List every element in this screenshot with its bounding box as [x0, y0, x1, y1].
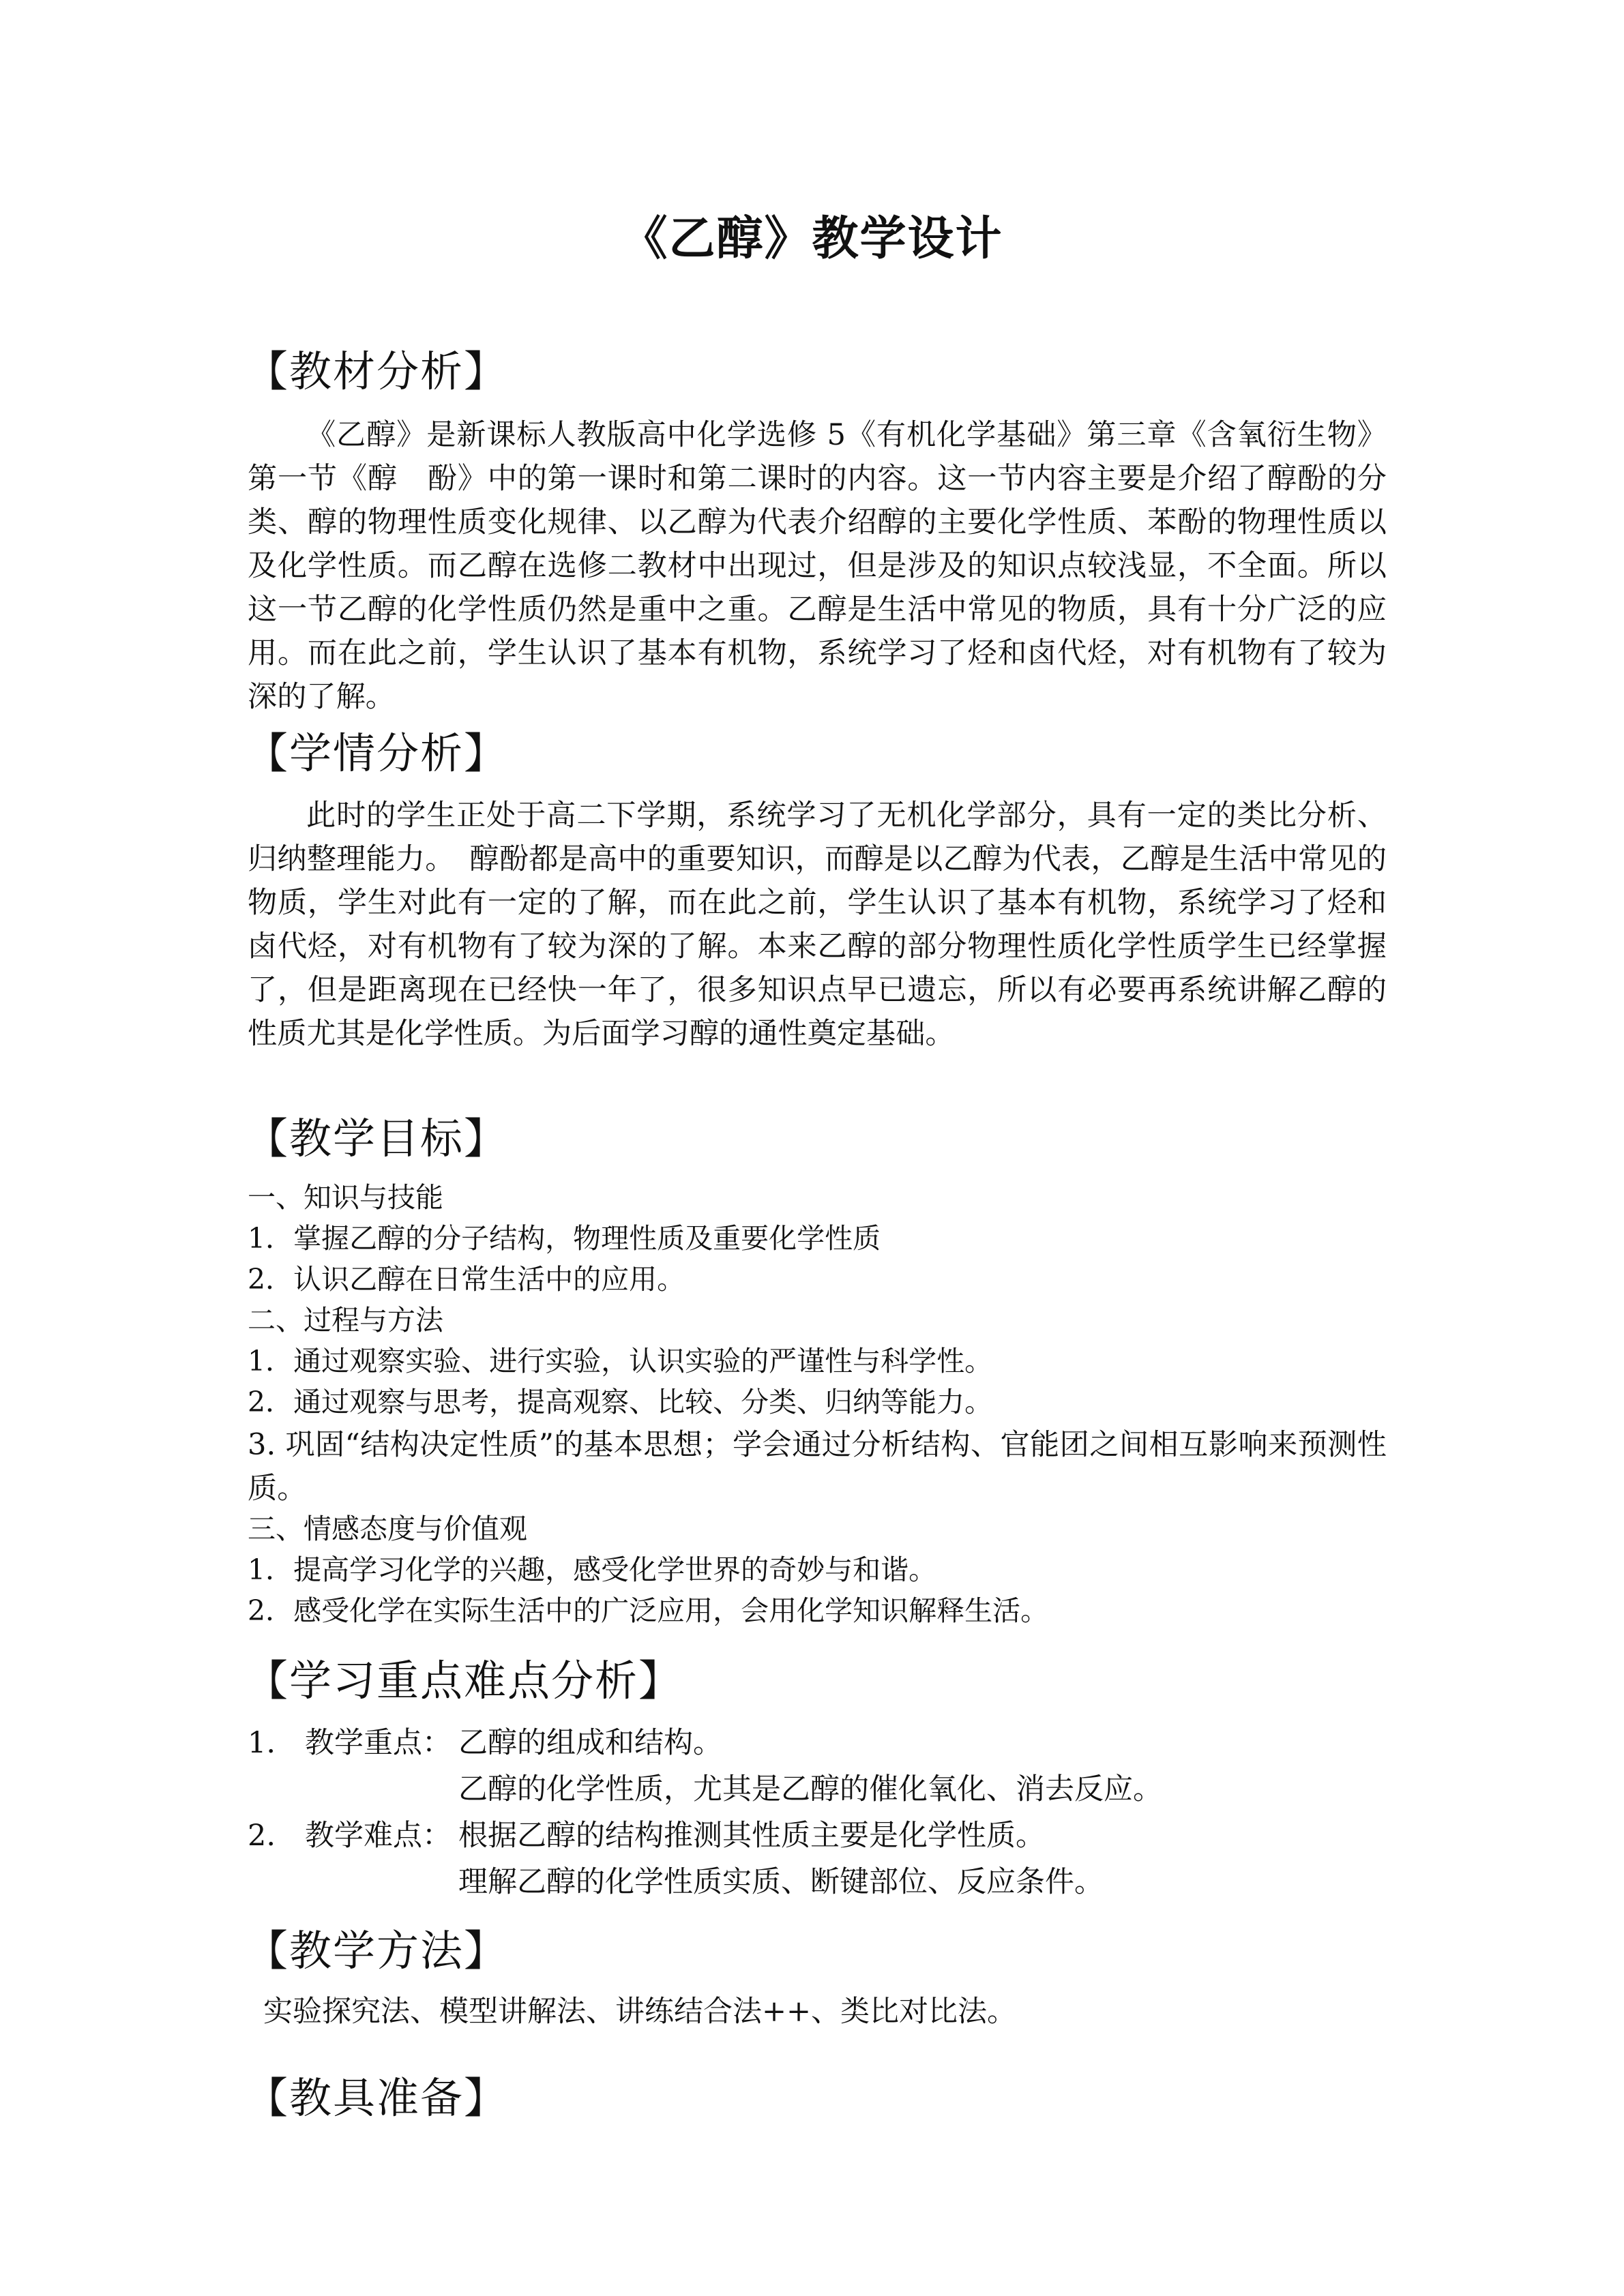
goals-knowledge-item-2: 2．认识乙醇在日常生活中的应用。	[248, 1263, 685, 1296]
goals-attitude-title: 三、情感态度与价值观	[248, 1512, 527, 1545]
goals-attitude-item-2: 2．感受化学在实际生活中的广泛应用，会用化学知识解释生活。	[248, 1594, 1049, 1627]
goals-process-item-2: 2．通过观察与思考，提高观察、比较、分类、归纳等能力。	[248, 1386, 993, 1418]
goals-knowledge-item-1: 1．掌握乙醇的分子结构，物理性质及重要化学性质	[248, 1222, 881, 1255]
section-heading-teaching-tools: 【教具准备】	[246, 2073, 508, 2123]
focus-line-2: 乙醇的化学性质，尤其是乙醇的催化氧化、消去反应。	[458, 1772, 1162, 1806]
section-heading-teaching-methods: 【教学方法】	[246, 1926, 508, 1976]
document-title: 《乙醇》教学设计	[621, 211, 1003, 266]
focus-line-1: 乙醇的组成和结构。	[458, 1726, 722, 1760]
textbook-analysis-paragraph: 《乙醇》是新课标人教版高中化学选修 5《有机化学基础》第三章《含氧衍生物》第一节《醇 酚》中的第一课时和第二课时的内容。这一节内容主要是介绍了醇酚的分类、醇的物理性质变化规律、以乙醇为代表介绍醇的主要化学性质、苯酚的物理性质以及化学性质。而乙醇在选修二教材中出现过，但是涉及的知识点较浅显，不全面。所以这一节乙醇的化学性质仍然是重中之重。乙醇是生活中常见的物质，具有十分广泛的应用。而在此之前，学生认识了基本有机物，系统学习了烃和卤代烃，对有机物有了较为深的了解。	[248, 418, 1387, 714]
goals-process-item-1: 1．通过观察实验、进行实验，认识实验的严谨性与科学性。	[248, 1345, 993, 1377]
section-heading-textbook-analysis: 【教材分析】	[246, 346, 508, 396]
goals-process-item-3: 3. 巩固“结构决定性质”的基本思想；学会通过分析结构、官能团之间相互影响来预测性质。	[248, 1428, 1387, 1506]
difficulty-line-1: 根据乙醇的结构推测其性质主要是化学性质。	[458, 1819, 1045, 1853]
section-heading-key-points: 【学习重点难点分析】	[246, 1656, 683, 1705]
goals-attitude-item-1: 1．提高学习化学的兴趣，感受化学世界的奇妙与和谐。	[248, 1553, 937, 1586]
goals-knowledge-title: 一、知识与技能	[248, 1181, 443, 1214]
teaching-methods-text: 实验探究法、模型讲解法、讲练结合法++、类比对比法。	[263, 1995, 1017, 2029]
difficulty-label: 2. 教学难点：	[248, 1819, 452, 1853]
student-analysis-paragraph: 此时的学生正处于高二下学期，系统学习了无机化学部分，具有一定的类比分析、归纳整理能力。 醇酚都是高中的重要知识，而醇是以乙醇为代表，乙醇是生活中常见的物质，学生对此有一定的了解，而在此之前，学生认识了基本有机物，系统学习了烃和卤代烃，对有机物有了较为深的了解。本来乙醇的部分物理性质化学性质学生已经掌握了，但是距离现在已经快一年了，很多知识点早已遗忘，所以有必要再系统讲解乙醇的性质尤其是化学性质。为后面学习醇的通性奠定基础。	[248, 799, 1387, 1051]
focus-label: 1. 教学重点：	[248, 1726, 452, 1760]
section-heading-teaching-goals: 【教学目标】	[246, 1114, 508, 1163]
goals-process-title: 二、过程与方法	[248, 1304, 443, 1337]
section-heading-student-analysis: 【学情分析】	[246, 728, 508, 778]
difficulty-line-2: 理解乙醇的化学性质实质、断键部位、反应条件。	[458, 1865, 1104, 1899]
